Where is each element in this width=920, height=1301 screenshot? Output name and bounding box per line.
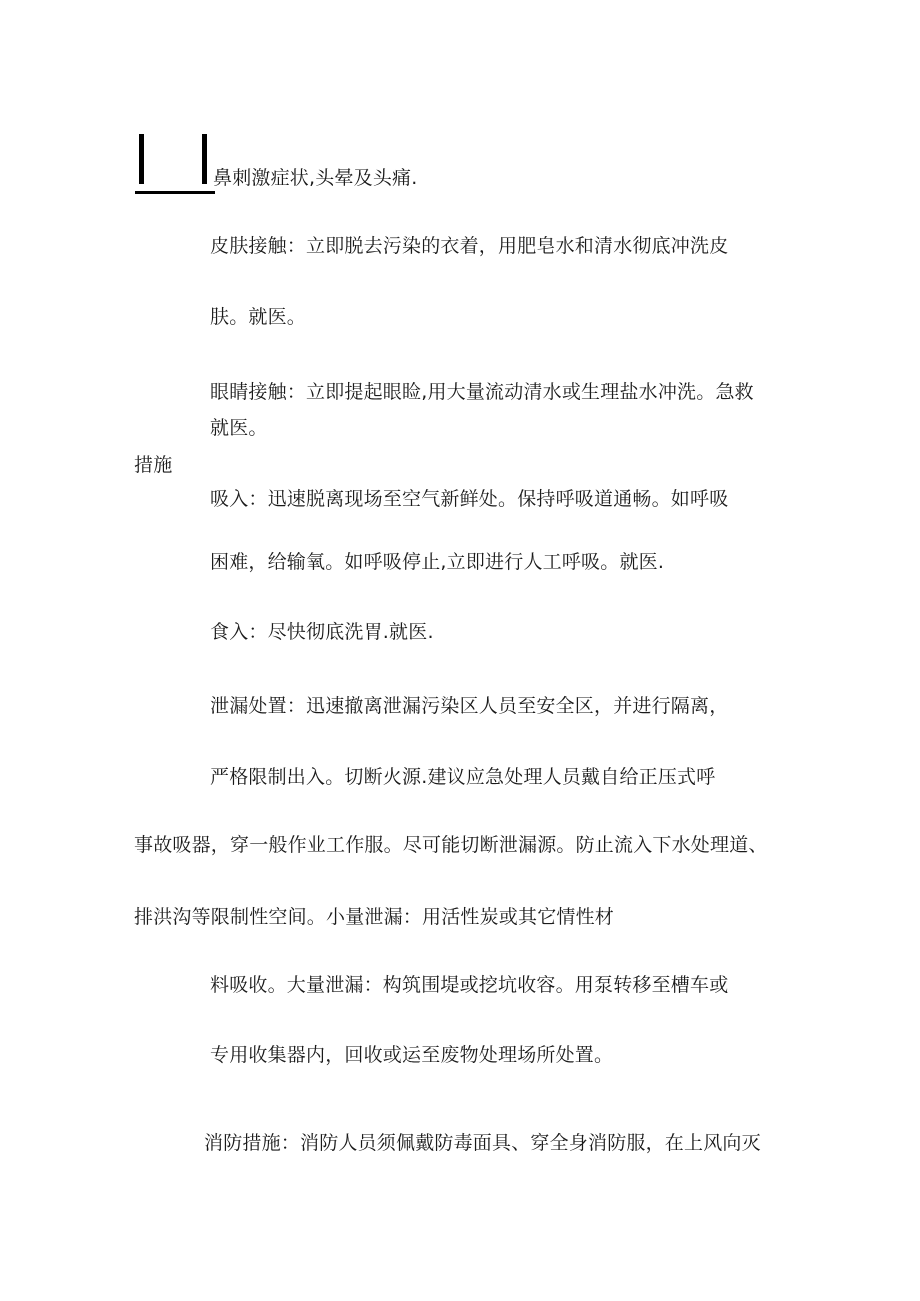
text-line-inhalation-2: 困难，给输氧。如呼吸停止,立即进行人工呼吸。就医. xyxy=(210,551,665,573)
text-line-skin-contact-2: 肤。就医。 xyxy=(210,306,307,328)
section-label-measures: 措施 xyxy=(134,454,173,476)
text-line-leak-2: 严格限制出入。切断火源.建议应急处理人员戴自给正压式呼 xyxy=(210,766,716,788)
table-border-mid xyxy=(202,134,207,184)
text-line-leak-4: 排洪沟等限制性空间。小量泄漏：用活性炭或其它情性材 xyxy=(134,906,615,928)
text-line-ingestion: 食入：尽快彻底洗胃.就医. xyxy=(210,621,434,643)
text-line-eye-contact-1: 眼睛接触：立即提起眼睑,用大量流动清水或生理盐水冲洗。急救 xyxy=(210,381,754,403)
text-line-leak-5: 料吸收。大量泄漏：构筑围堤或挖坑收容。用泵转移至槽车或 xyxy=(210,974,729,996)
text-line-fire-fighting: 消防措施：消防人员须佩戴防毒面具、穿全身消防服，在上风向灭 xyxy=(204,1132,761,1154)
text-line-leak-6: 专用收集器内，回收或运至废物处理场所处置。 xyxy=(210,1044,614,1066)
table-border-bottom xyxy=(135,191,215,194)
text-line-inhalation-1: 吸入：迅速脱离现场至空气新鲜处。保持呼吸道通畅。如呼吸 xyxy=(210,488,729,510)
table-border-left xyxy=(139,134,144,184)
text-line-skin-contact-1: 皮肤接触：立即脱去污染的衣着，用肥皂水和清水彻底冲洗皮 xyxy=(210,235,729,257)
text-line-eye-contact-2: 就医。 xyxy=(210,417,268,439)
text-line-leak-3: 事故吸器，穿一般作业工作服。尽可能切断泄漏源。防止流入下水处理道、 xyxy=(134,834,768,856)
text-line-nose-symptoms: 鼻刺激症状,头晕及头痛. xyxy=(213,167,418,189)
text-line-leak-1: 泄漏处置：迅速撤离泄漏污染区人员至安全区，并进行隔离， xyxy=(210,695,729,717)
